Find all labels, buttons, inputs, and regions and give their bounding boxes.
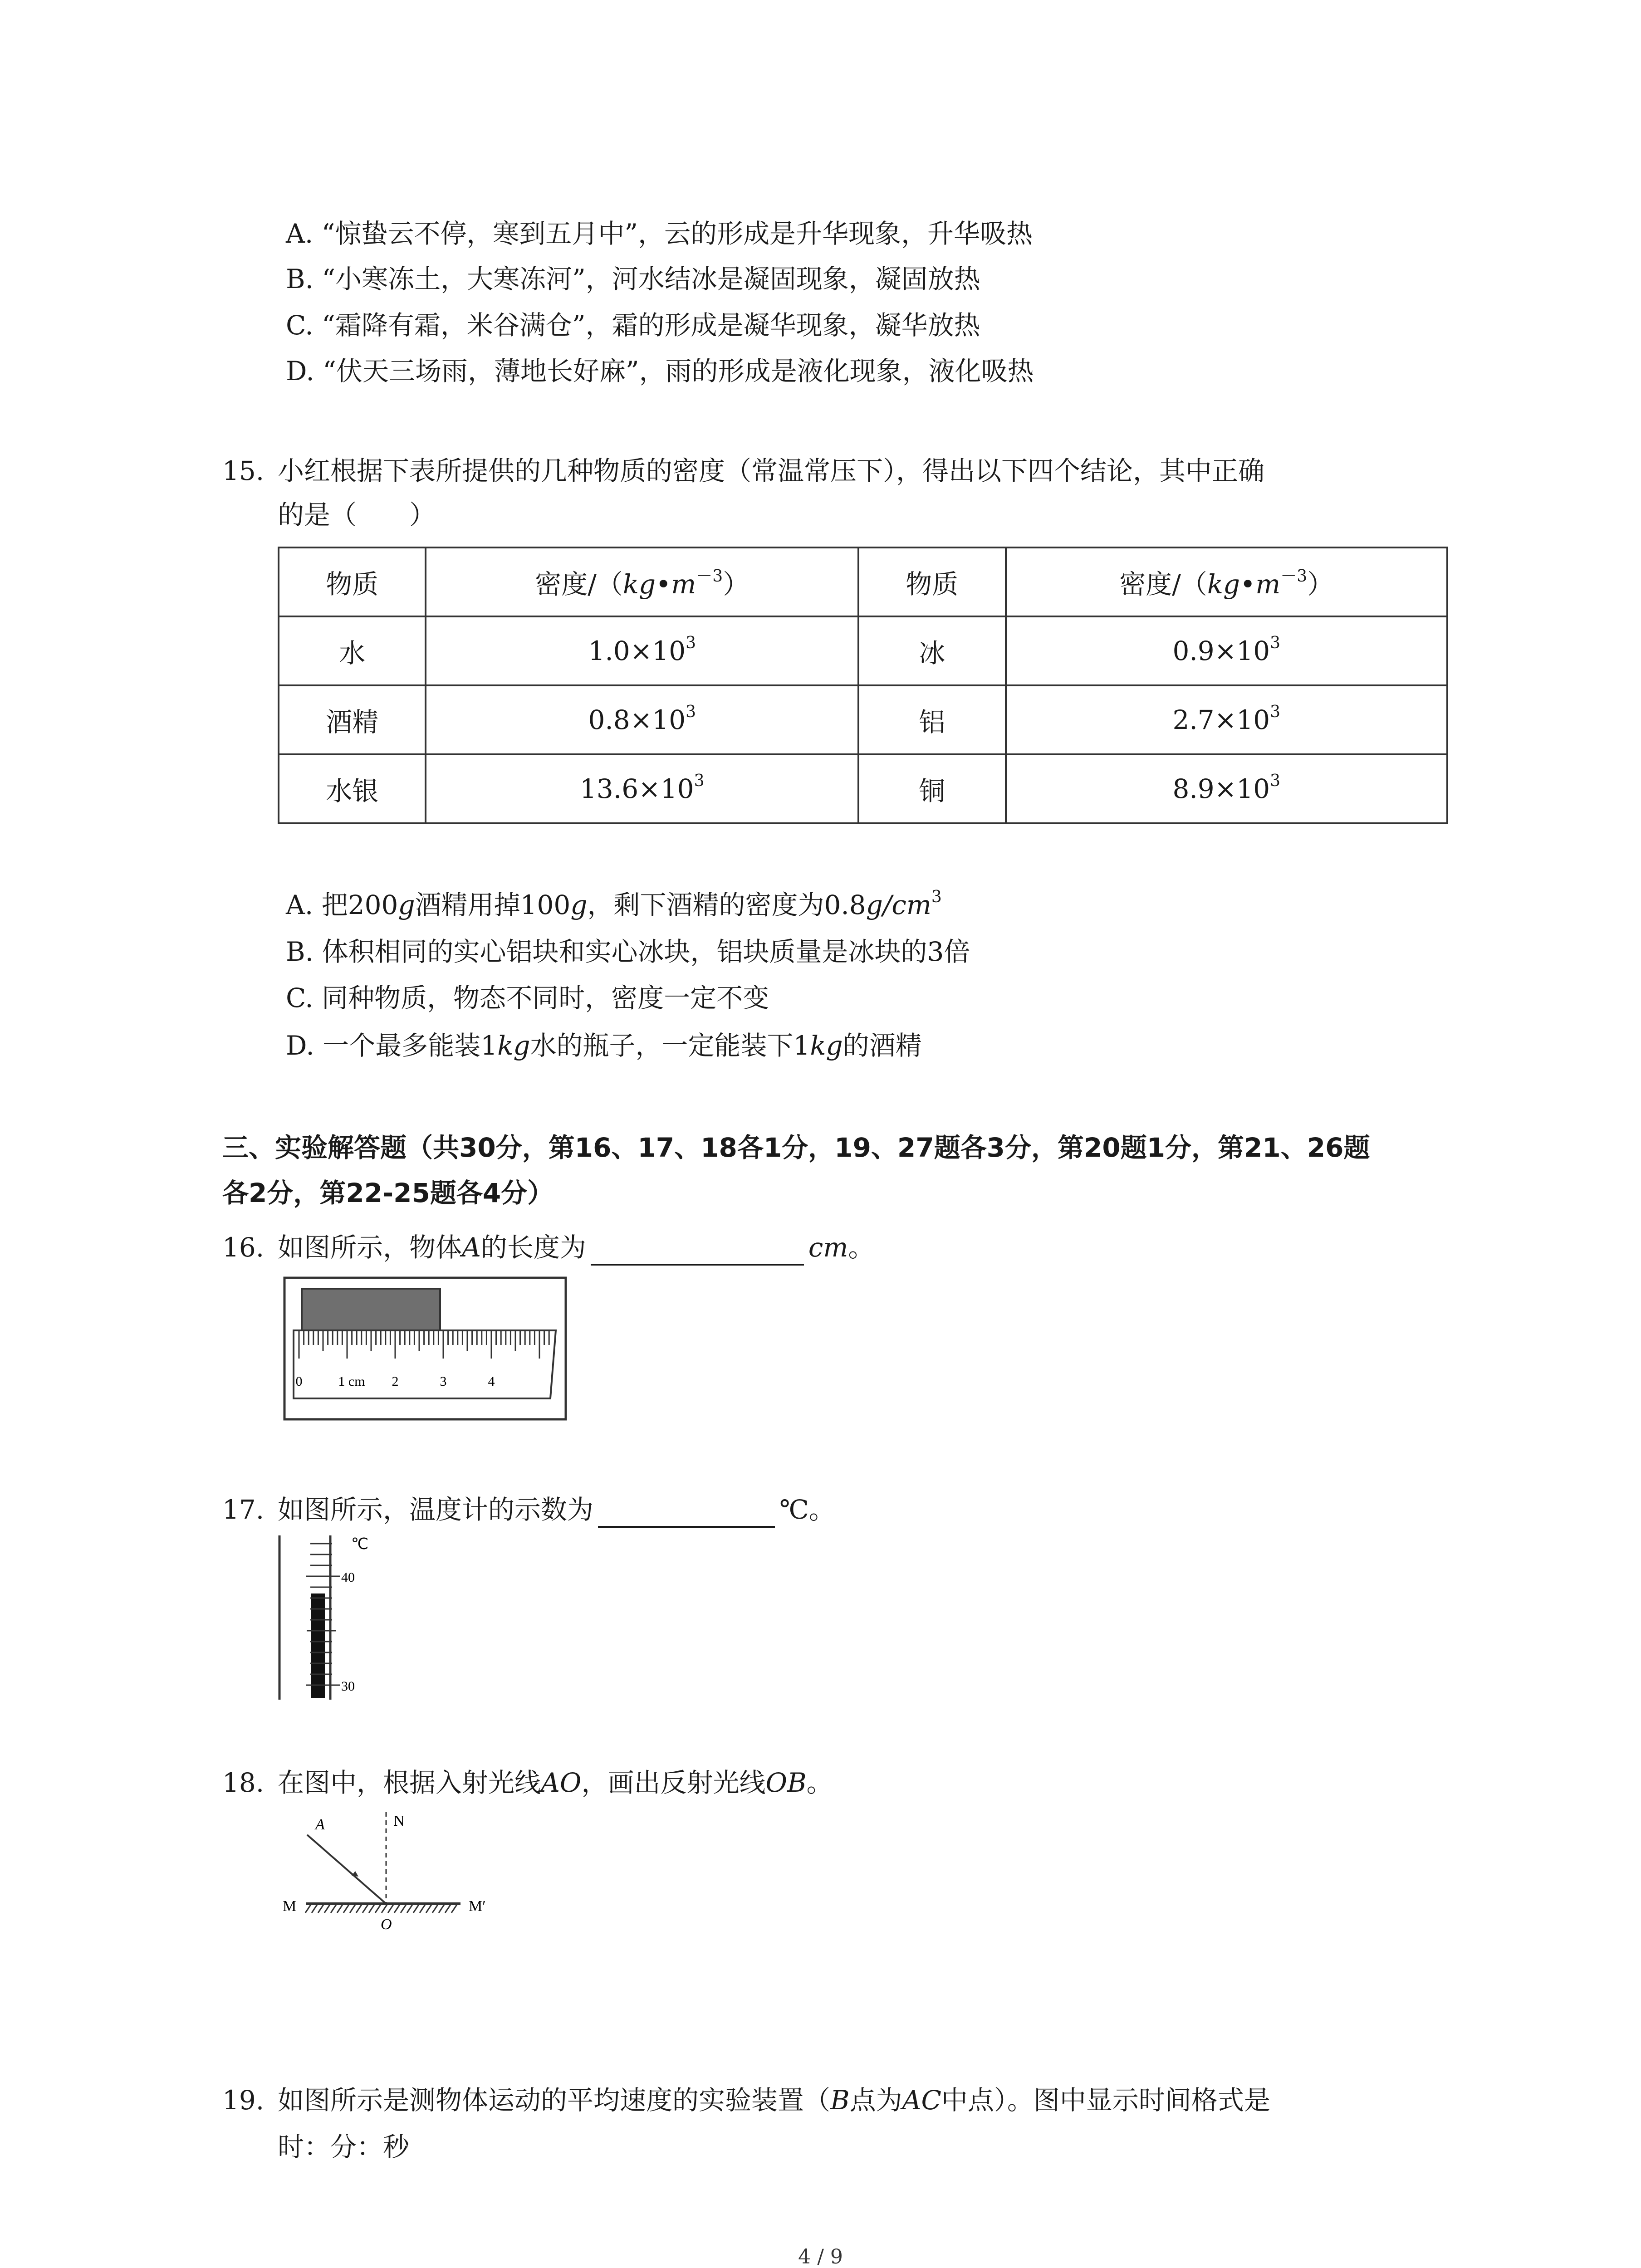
mirror-hatch-line: [312, 1905, 317, 1913]
mirror-hatch-line: [350, 1905, 355, 1913]
mirror-hatch-line: [432, 1905, 438, 1913]
q17-answer-blank[interactable]: [598, 1498, 775, 1528]
cell-substance: 水: [279, 616, 426, 685]
cell-substance: 酒精: [279, 685, 426, 754]
mirror-hatch-line: [445, 1905, 451, 1913]
cell-substance: 铜: [858, 754, 1005, 823]
table-row: [279, 754, 1447, 823]
table-row: [279, 685, 1447, 754]
cell-substance: 水银: [279, 754, 426, 823]
mirror-hatch-line: [318, 1905, 323, 1913]
label-m-prime: M′: [469, 1898, 486, 1915]
q19-number: 19.: [222, 2085, 265, 2116]
cell-density: $8.9\times 10^3$: [1006, 754, 1448, 823]
mirror-hatch-line: [407, 1905, 412, 1913]
mirror-hatch-line: [394, 1905, 400, 1913]
cell-density: $13.6\times 10^3$: [426, 754, 858, 823]
mirror-hatch-line: [331, 1905, 336, 1913]
section-3-heading-line2: 各2分，第22-25题各4分）: [222, 1178, 554, 1208]
q15-number: 15.: [222, 455, 265, 486]
header-substance: 物质: [279, 547, 426, 616]
ruler-figure: [284, 1277, 569, 1422]
table-row: [279, 616, 1447, 685]
cell-substance: 冰: [858, 616, 1005, 685]
q17-number: 17.: [222, 1494, 265, 1525]
mirror-hatch-line: [356, 1905, 362, 1913]
header-density-2: 密度$/(kg•m^{-3})$: [1006, 547, 1448, 616]
mirror-hatch-line: [382, 1905, 387, 1913]
cell-density: $2.7\times 10^3$: [1006, 685, 1448, 754]
q14-option-c: C. “霜降有霜，米谷满仓”，霜的形成是凝华现象，凝华放热: [286, 310, 980, 341]
cell-density: $0.9\times 10^3$: [1006, 616, 1448, 685]
q16-number: 16.: [222, 1232, 265, 1263]
thermo-label-40: 40: [341, 1570, 355, 1585]
q15-option-c: C. 同种物质，物态不同时，密度一定不变: [286, 982, 769, 1013]
table-header-row: [279, 547, 1447, 616]
label-o: O: [381, 1916, 392, 1933]
mirror-hatch-line: [369, 1905, 374, 1913]
cell-density: $0.8\times 10^3$: [426, 685, 858, 754]
label-n: N: [393, 1813, 405, 1829]
q14-option-d: D. “伏天三场雨，薄地长好麻”，雨的形成是液化现象，液化吸热: [286, 356, 1034, 386]
mirror-hatch-line: [420, 1905, 425, 1913]
ruler-label-1: 1 cm: [338, 1374, 365, 1389]
q14-option-b: B. “小寒冻土，大寒冻河”，河水结冰是凝固现象，凝固放热: [286, 264, 980, 294]
mirror-hatch-line: [388, 1905, 393, 1913]
cell-density: $1.0\times 10^3$: [426, 616, 858, 685]
ruler-label-0: 0: [295, 1374, 303, 1389]
mirror-hatch-line: [362, 1905, 368, 1913]
header-substance-2: 物质: [858, 547, 1005, 616]
q18-number: 18.: [222, 1767, 265, 1798]
section-3-heading-line1: 三、实验解答题（共30分，第16、17、18各1分，19、27题各3分，第20题1分，第21、26题: [222, 1132, 1370, 1163]
q15-text-line1: 小红根据下表所提供的几种物质的密度（常温常压下），得出以下四个结论，其中正确: [278, 455, 1265, 486]
q16-text: 如图所示，物体A的长度为 cm。: [278, 1229, 874, 1266]
header-density: 密度$/(kg•m^{-3})$: [426, 547, 858, 616]
label-m: M: [283, 1898, 297, 1915]
q18-text: 在图中，根据入射光线AO，画出反射光线OB。: [278, 1767, 833, 1798]
thermo-label-30: 30: [341, 1679, 355, 1694]
incident-ray: [307, 1835, 386, 1904]
mirror-hatch-line: [426, 1905, 431, 1913]
mirror-hatch-line: [375, 1905, 381, 1913]
mirror-hatch-line: [439, 1905, 444, 1913]
q15-option-d: D. 一个最多能装1kg水的瓶子，一定能装下1kg的酒精: [286, 1030, 922, 1061]
mirror-hatch-line: [401, 1905, 406, 1913]
q17-text: 如图所示，温度计的示数为 ℃。: [278, 1491, 835, 1528]
page-number: 4 / 9: [798, 2245, 843, 2268]
ruler-label-2: 2: [392, 1374, 399, 1389]
q14-option-a: A. “惊蛰云不停，寒到五月中”，云的形成是升华现象，升华吸热: [286, 218, 1033, 249]
mirror-hatch-line: [337, 1905, 343, 1913]
thermometer-figure: [277, 1531, 395, 1703]
mirror-hatch-line: [324, 1905, 330, 1913]
mirror-hatch-line: [413, 1905, 419, 1913]
q15-option-b: B. 体积相同的实心铝块和实心冰块，铝块质量是冰块的3倍: [286, 936, 970, 967]
object-a: [302, 1289, 440, 1332]
q15-text-line2: 的是（ ）: [278, 499, 436, 530]
label-a: A: [315, 1816, 325, 1833]
q19-text-line1: 如图所示是测物体运动的平均速度的实验装置（B点为AC中点）。图中显示时间格式是: [278, 2085, 1270, 2116]
q19-text-line2: 时：分：秒: [278, 2131, 410, 2162]
mirror-hatch-line: [451, 1905, 457, 1913]
mirror-hatch-line: [305, 1905, 311, 1913]
density-table: [278, 547, 1448, 824]
q15-option-a: A. 把200g酒精用掉100g，剩下酒精的密度为$0.8g/cm^3$: [286, 888, 942, 920]
ruler-label-3: 3: [440, 1374, 447, 1389]
cell-substance: 铝: [858, 685, 1005, 754]
thermo-unit-label: ℃: [351, 1536, 369, 1553]
mirror-hatch-line: [343, 1905, 349, 1913]
reflection-figure: [279, 1808, 515, 1939]
q16-answer-blank[interactable]: [591, 1236, 804, 1266]
ruler-label-4: 4: [488, 1374, 495, 1389]
